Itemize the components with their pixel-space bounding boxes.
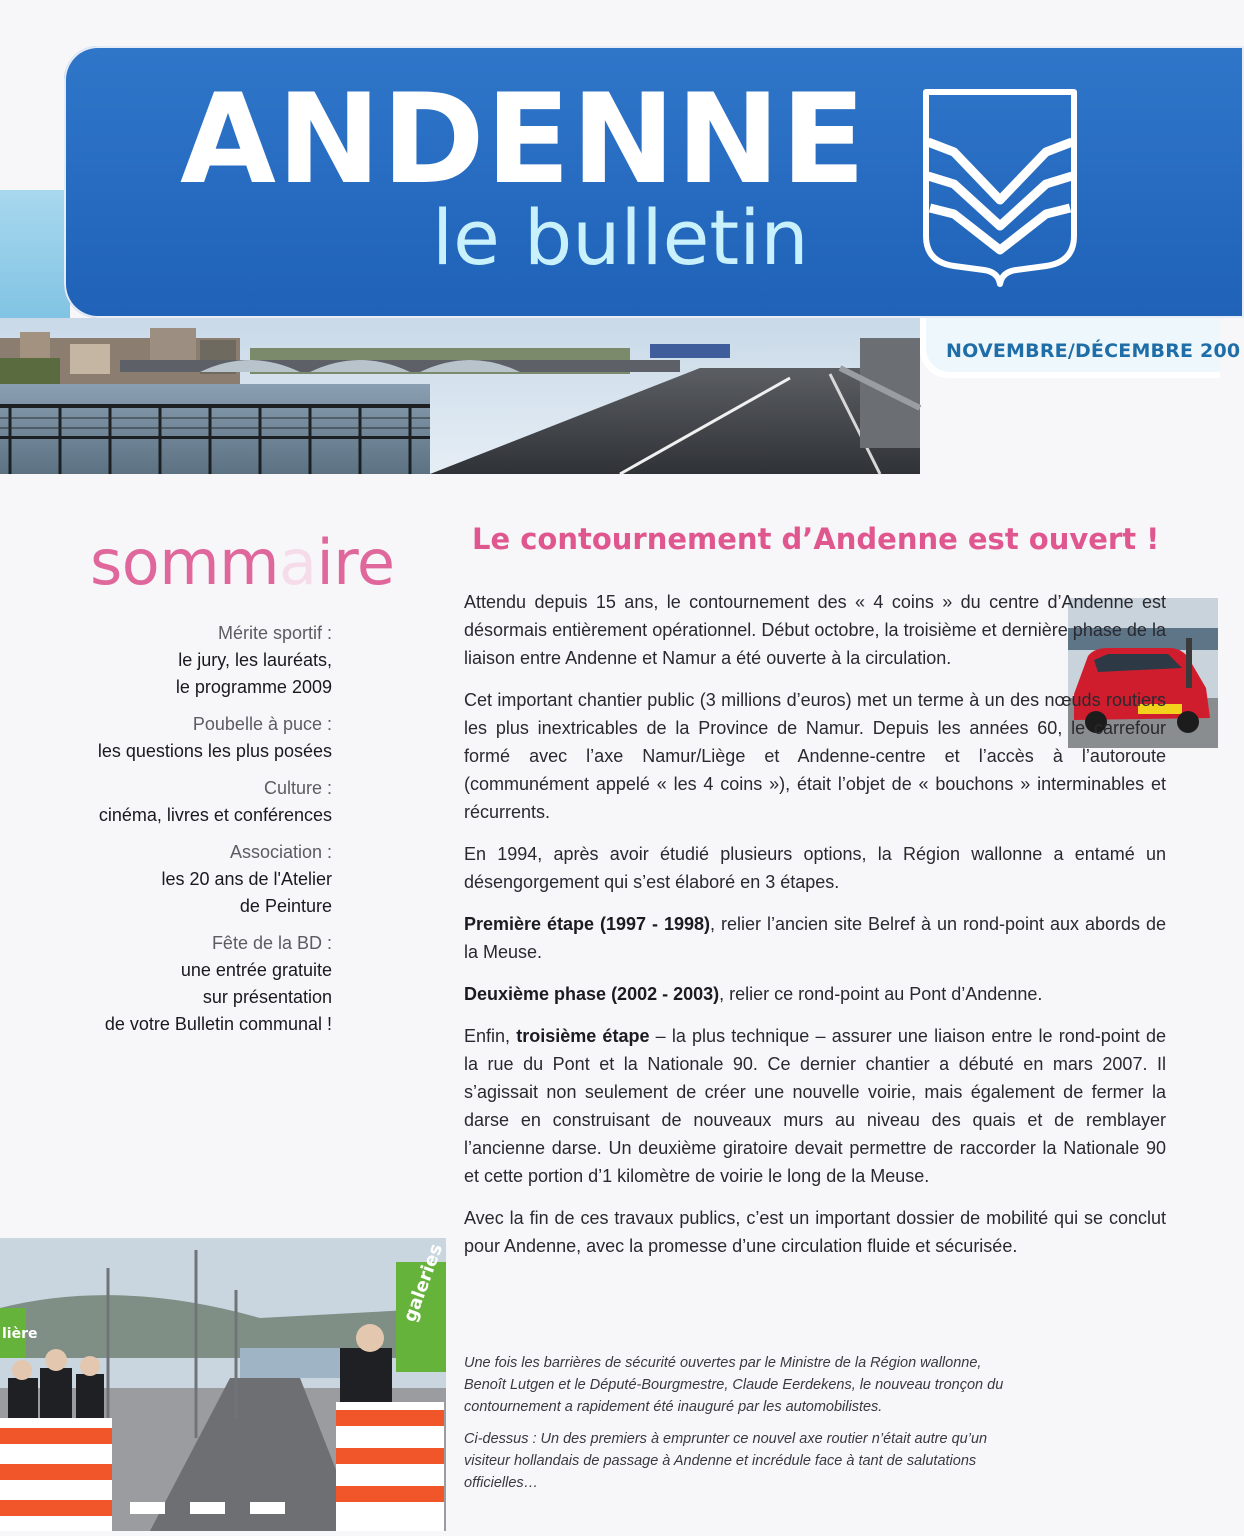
- article-paragraph: Deuxième phase (2002 - 2003), relier ce rond-point au Pont d’Andenne.: [464, 984, 1043, 1004]
- article-body: [464, 588, 1166, 1274]
- article-paragraph: Attendu depuis 15 ans, le contournement des « 4 coins » du centre d’Andenne est désormais entièrement opérationnel. Début octobre, la troisième et dernière phase de la liaison entre Andenne et Namur a été ouverte à la circulation.: [464, 592, 1166, 668]
- issue-date: NOVEMBRE/DÉCEMBRE 200: [946, 340, 1241, 362]
- masthead-title: ANDENNE: [180, 68, 867, 212]
- photo-captions: [464, 1352, 1024, 1504]
- sommaire-item: Culture : cinéma, livres et conférences: [98, 778, 332, 825]
- article-title: Le contournement d’Andenne est ouvert !: [472, 522, 1160, 556]
- sommaire-item: Mérite sportif : le jury, les lauréats, le programme 2009: [175, 623, 332, 697]
- sommaire-list: [30, 620, 332, 1048]
- sommaire-item: Association : les 20 ans de l'Atelier de Peinture: [161, 842, 332, 916]
- article-paragraph: Cet important chantier public (3 millions d’euros) met un terme à un des nœuds routiers les plus inextricables de la Province de Namur. Depuis les années 60, le carrefour formé avec l’axe Namur/Liège et Andenne-centre et l’accès à l’autoroute (communément appelé « les 4 coins »), était l’objet de « bouchons » interminables et récurrents.: [464, 690, 1166, 822]
- article-paragraph: Avec la fin de ces travaux publics, c’est un important dossier de mobilité qui se conclut pour Andenne, avec la promesse d’une circulation fluide et sécurisée.: [464, 1208, 1166, 1256]
- side-color-strip: [0, 190, 70, 325]
- sommaire-title: sommaire: [90, 526, 395, 599]
- hero-photo-bridge-road: [0, 318, 920, 474]
- sommaire-item: Poubelle à puce : les questions les plus posées: [97, 714, 332, 761]
- sign-text-left: lière: [2, 1326, 38, 1342]
- article-paragraph: Enfin, troisième étape – la plus technique – assurer une liaison entre le rond-point de la rue du Pont et la Nationale 90. Ce dernier chantier a débuté en mars 2007. Il s’agissait non seulement de créer une nouvelle voirie, mais également de fermer la darse en construisant de nouveaux murs au niveau des quais et de remblayer l’ancienne darse. Un deuxième giratoire devait permettre de raccorder la Nationale 90 et cette portion d’1 kilomètre de voirie le long de la Meuse.: [464, 1026, 1166, 1186]
- inauguration-photo: [0, 1238, 446, 1531]
- sommaire-item: Fête de la BD : une entrée gratuite sur présentation de votre Bulletin communal !: [104, 933, 332, 1034]
- andenne-shield-icon: [918, 86, 1082, 288]
- sign-text: galeries: [399, 1241, 448, 1325]
- masthead-subtitle: le bulletin: [432, 193, 809, 282]
- article-paragraph: En 1994, après avoir étudié plusieurs options, la Région wallonne a entamé un désengorgement qui s’est élaboré en 3 étapes.: [464, 844, 1166, 892]
- caption-car: Ci-dessus : Un des premiers à emprunter ce nouvel axe routier n’était autre qu’un visiteur hollandais de passage à Andenne et incrédule face à tant de salutations officielles…: [464, 1431, 988, 1491]
- article-paragraph: Première étape (1997 - 1998), relier l’ancien site Belref à un rond-point aux abords de la Meuse.: [464, 914, 1166, 962]
- caption-inauguration: Une fois les barrières de sécurité ouvertes par le Ministre de la Région wallonne, Benoît Lutgen et le Député-Bourgmestre, Claude Eerdekens, le nouveau tronçon du contournement a rapidement été inauguré par les automobilistes.: [464, 1355, 1004, 1415]
